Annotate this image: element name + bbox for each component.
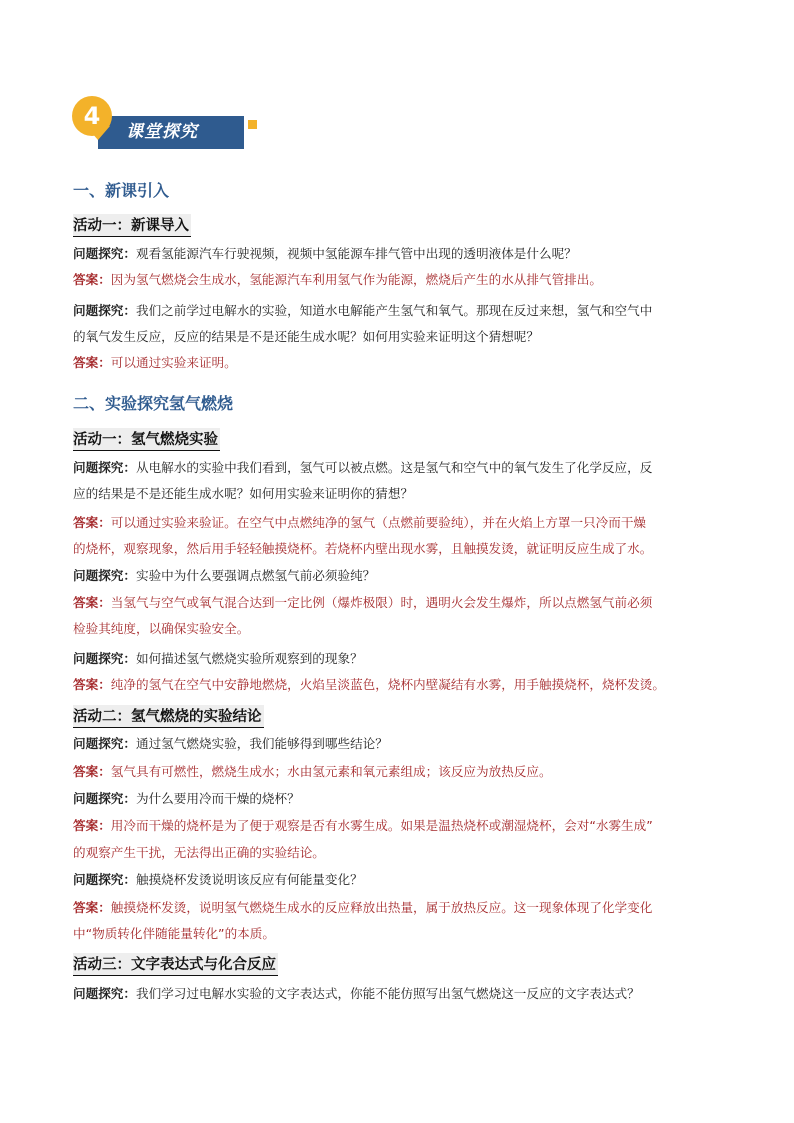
badge-square-decoration (248, 120, 257, 129)
answer-line: 答案：当氢气与空气或氧气混合达到一定比例（爆炸极限）时，遇明火会发生爆炸，所以点燃氢气前必须 (73, 595, 653, 610)
question-line: 问题探究：为什么要用冷而干燥的烧杯？ (73, 791, 300, 806)
question-line: 应的结果是不是还能生成水呢？如何用实验来证明你的猜想？ (73, 486, 414, 501)
answer-line: 中“物质转化伴随能量转化”的本质。 (73, 926, 275, 941)
section-title-intro: 一、新课引入 (73, 181, 170, 200)
activity-heading: 活动三：文字表达式与化合反应 (73, 953, 278, 976)
question-line: 问题探究：实验中为什么要强调点燃氢气前必须验纯？ (73, 568, 376, 583)
line-prefix-label: 问题探究： (73, 791, 136, 806)
answer-line: 答案：氢气具有可燃性，燃烧生成水；水由氢元素和氧元素组成；该反应为放热反应。 (73, 764, 552, 779)
answer-line: 答案：用冷而干燥的烧杯是为了便于观察是否有水雾生成。如果是温热烧杯或潮湿烧杯，会对“水雾生成” (73, 818, 653, 833)
answer-line: 答案：因为氢气燃烧会生成水，氢能源汽车利用氢气作为能源，燃烧后产生的水从排气管排出。 (73, 272, 602, 287)
line-prefix-label: 问题探究： (73, 736, 136, 751)
line-prefix-label: 问题探究： (73, 246, 136, 261)
answer-line: 的烧杯，观察现象，然后用手轻轻触摸烧杯。若烧杯内壁出现水雾，且触摸发烫，就证明反应生成了水。 (73, 541, 653, 556)
badge-number: 4 (72, 96, 112, 136)
line-prefix-label: 答案： (73, 677, 111, 692)
answer-line: 检验其纯度，以确保实验安全。 (73, 621, 250, 636)
section-badge (72, 96, 262, 158)
answer-line: 答案：触摸烧杯发烫，说明氢气燃烧生成水的反应释放出热量，属于放热反应。这一现象体现了化学变化 (73, 900, 653, 915)
line-prefix-label: 问题探究： (73, 303, 136, 318)
section-title-experiment: 二、实验探究氢气燃烧 (73, 394, 234, 413)
line-prefix-label: 答案： (73, 355, 111, 370)
line-prefix-label: 问题探究： (73, 872, 136, 887)
answer-line: 答案：纯净的氢气在空气中安静地燃烧，火焰呈淡蓝色，烧杯内壁凝结有水雾，用手触摸烧杯，烧杯发烫。 (73, 677, 665, 692)
question-line: 的氧气发生反应，反应的结果是不是还能生成水呢？如何用实验来证明这个猜想呢？ (73, 329, 539, 344)
badge-label: 课堂探究 (126, 122, 198, 142)
line-prefix-label: 问题探究： (73, 568, 136, 583)
activity-heading: 活动一：新课导入 (73, 214, 191, 237)
answer-line: 的观察产生干扰，无法得出正确的实验结论。 (73, 845, 325, 860)
line-prefix-label: 问题探究： (73, 986, 136, 1001)
question-line: 问题探究：观看氢能源汽车行驶视频，视频中氢能源车排气管中出现的透明液体是什么呢？ (73, 246, 577, 261)
line-prefix-label: 答案： (73, 595, 111, 610)
question-line: 问题探究：触摸烧杯发烫说明该反应有何能量变化？ (73, 872, 363, 887)
question-line: 问题探究：如何描述氢气燃烧实验所观察到的现象？ (73, 651, 363, 666)
activity-heading: 活动一：氢气燃烧实验 (73, 428, 220, 451)
line-prefix-label: 答案： (73, 272, 111, 287)
answer-line: 答案：可以通过实验来证明。 (73, 355, 237, 370)
line-prefix-label: 问题探究： (73, 460, 136, 475)
line-prefix-label: 问题探究： (73, 651, 136, 666)
line-prefix-label: 答案： (73, 515, 111, 530)
question-line: 问题探究：我们学习过电解水实验的文字表达式，你能不能仿照写出氢气燃烧这一反应的文字表达式？ (73, 986, 640, 1001)
question-line: 问题探究：我们之前学过电解水的实验，知道水电解能产生氢气和氧气。那现在反过来想，氢气和空气中 (73, 303, 653, 318)
line-prefix-label: 答案： (73, 818, 111, 833)
answer-line: 答案：可以通过实验来验证。在空气中点燃纯净的氢气（点燃前要验纯），并在火焰上方罩一只冷而干燥 (73, 515, 647, 530)
line-prefix-label: 答案： (73, 764, 111, 779)
question-line: 问题探究：从电解水的实验中我们看到，氢气可以被点燃。这是氢气和空气中的氧气发生了化学反应，反 (73, 460, 653, 475)
question-line: 问题探究：通过氢气燃烧实验，我们能够得到哪些结论？ (73, 736, 388, 751)
activity-heading: 活动二：氢气燃烧的实验结论 (73, 705, 264, 728)
line-prefix-label: 答案： (73, 900, 111, 915)
